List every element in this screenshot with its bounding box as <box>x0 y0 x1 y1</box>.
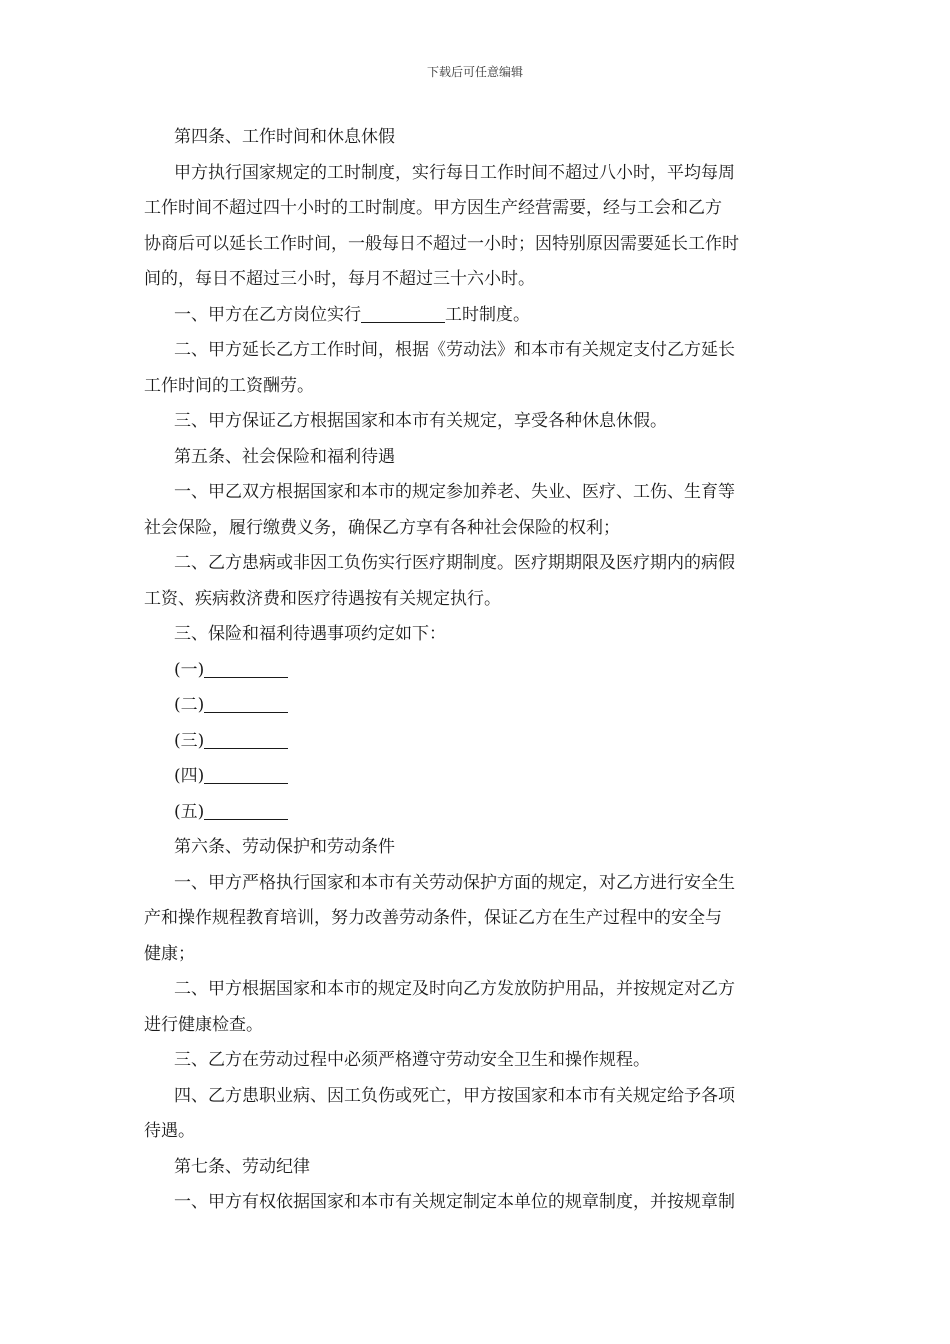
paragraph-line: 三、甲方保证乙方根据国家和本市有关规定，享受各种休息休假。 <box>174 411 667 431</box>
paragraph-line: 社会保险，履行缴费义务，确保乙方享有各种社会保险的权利； <box>144 517 620 538</box>
paragraph-line: 间的，每日不超过三小时，每月不超过三十六小时。 <box>144 269 535 289</box>
fill-in-blank[interactable] <box>204 694 288 713</box>
list-item-blank: (二) <box>144 688 808 724</box>
article-heading: 第六条、劳动保护和劳动条件 <box>174 837 395 857</box>
paragraph-line: 二、甲方根据国家和本市的规定及时向乙方发放防护用品，并按规定对乙方 <box>174 979 735 999</box>
paragraph-line: 协商后可以延长工作时间，一般每日不超过一小时；因特别原因需要延长工作时 <box>144 233 739 254</box>
download-note: 下载后可任意编辑 <box>426 65 523 79</box>
list-item-blank: (三) <box>144 724 808 760</box>
paragraph-line: 一、甲方有权依据国家和本市有关规定制定本单位的规章制度，并按规章制 <box>174 1192 735 1212</box>
paragraph-line: 甲方执行国家规定的工时制度，实行每日工作时间不超过八小时，平均每周 <box>174 162 735 183</box>
paragraph-line: 进行健康检查。 <box>144 1014 263 1035</box>
list-item-blank: (一) <box>144 653 808 689</box>
fill-in-blank[interactable] <box>361 304 445 323</box>
paragraph-line: 四、乙方患职业病、因工负伤或死亡，甲方按国家和本市有关规定给予各项 <box>174 1085 735 1106</box>
paragraph-line: 一、甲乙双方根据国家和本市的规定参加养老、失业、医疗、工伤、生育等 <box>174 482 735 502</box>
document-body <box>144 120 808 1221</box>
article-heading: 第四条、工作时间和休息休假 <box>174 127 395 147</box>
paragraph-line: 工资、疾病救济费和医疗待遇按有关规定执行。 <box>144 588 501 609</box>
paragraph-line: 二、甲方延长乙方工作时间，根据《劳动法》和本市有关规定支付乙方延长 <box>174 340 735 360</box>
paragraph-line-with-blank: 一、甲方在乙方岗位实行 工时制度。 <box>174 304 530 325</box>
article-heading: 第七条、劳动纪律 <box>174 1156 310 1177</box>
fill-in-blank[interactable] <box>204 659 288 678</box>
paragraph-line: 产和操作规程教育培训，努力改善劳动条件，保证乙方在生产过程中的安全与 <box>144 908 722 928</box>
paragraph-line: 二、乙方患病或非因工负伤实行医疗期制度。医疗期期限及医疗期内的病假 <box>174 553 735 573</box>
paragraph-line: 待遇。 <box>144 1121 195 1141</box>
paragraph-line: 工作时间不超过四十小时的工时制度。甲方因生产经营需要，经与工会和乙方 <box>144 198 722 218</box>
paragraph-line: 工作时间的工资酬劳。 <box>144 375 314 396</box>
paragraph-line: 健康； <box>144 943 195 964</box>
fill-in-blank[interactable] <box>204 730 288 749</box>
list-item-blank: (五) <box>144 795 808 831</box>
paragraph-line: 三、乙方在劳动过程中必须严格遵守劳动安全卫生和操作规程。 <box>174 1050 650 1070</box>
fill-in-blank[interactable] <box>204 801 288 820</box>
paragraph-line: 一、甲方严格执行国家和本市有关劳动保护方面的规定，对乙方进行安全生 <box>174 872 735 893</box>
paragraph-line: 三、保险和福利待遇事项约定如下： <box>174 624 446 644</box>
list-item-blank: (四) <box>144 759 808 795</box>
fill-in-blank[interactable] <box>204 765 288 784</box>
article-heading: 第五条、社会保险和福利待遇 <box>174 446 395 467</box>
